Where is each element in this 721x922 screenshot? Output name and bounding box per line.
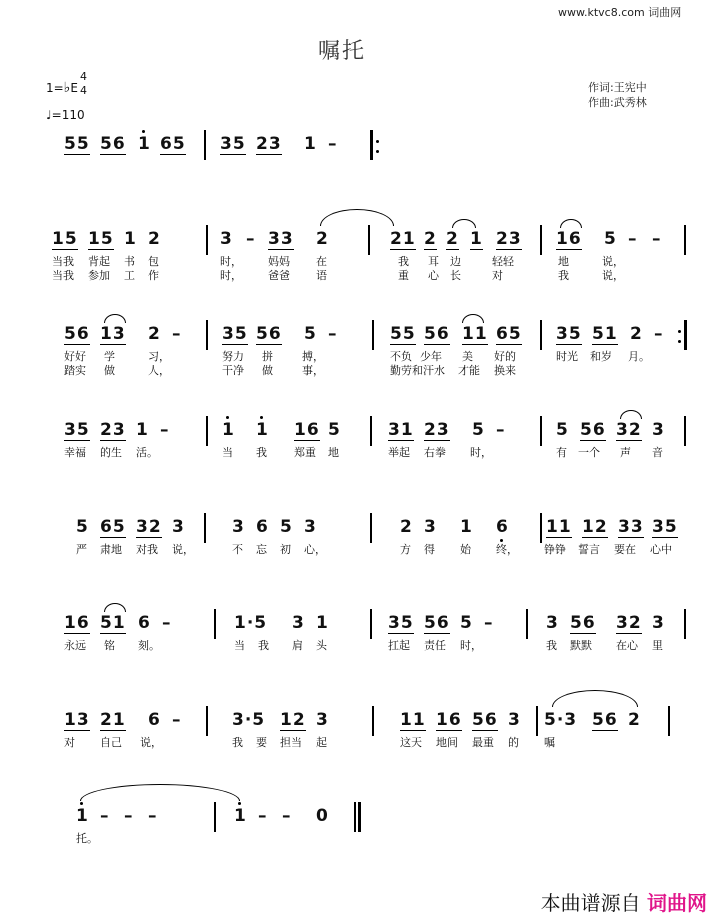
repeat-barline [684,320,687,350]
lyric: 不负 [390,350,412,363]
score-row-6 [0,613,721,703]
lyric: 音 [652,446,663,459]
barline [214,609,216,639]
note: 5 [76,517,89,537]
note: 5 [604,229,617,249]
note: – [124,806,134,826]
note: 12 [280,710,306,730]
barline [540,513,542,543]
note: – [162,613,172,633]
note: 3 [172,517,185,537]
note: 32 [616,613,642,633]
lyric: 边 [450,255,461,268]
lyric: 的生 [100,446,122,459]
note: 3 [652,613,665,633]
lyric: 时， [470,446,492,459]
lyric: 爸爸 [268,269,290,282]
repeat-dot [678,330,681,333]
score-row-5 [0,517,721,607]
note: 1 [256,420,269,440]
note: 2 [424,229,437,249]
barline [540,225,542,255]
lyric: 不 [232,543,243,556]
barline [206,706,208,736]
source-footer [541,887,707,916]
lyric: 我 [258,639,269,652]
lyric: 誓言 [578,543,600,556]
lyric: 参加 [88,269,110,282]
note: 6 [148,710,161,730]
note: 35 [388,613,414,633]
note: 65 [100,517,126,537]
barline [206,320,208,350]
note: 5 [472,420,485,440]
note: – [160,420,170,440]
flat-icon: ♭ [63,80,71,96]
note: – [172,710,182,730]
lyric: 要 [256,736,267,749]
barline [206,225,208,255]
lyric: 举起 [388,446,410,459]
note: 55 [390,324,416,344]
lyric: 头 [316,639,327,652]
lyric: 作 [148,269,159,282]
lyric: 妈妈 [268,255,290,268]
barline [204,130,206,160]
note: 35 [652,517,678,537]
lyric: 做 [262,364,273,377]
lyric: 当我 [52,255,74,268]
final-barline [358,802,361,832]
tempo-marking [46,108,85,122]
lyric: 当 [234,639,245,652]
lyric: 才能 [458,364,480,377]
note: 21 [390,229,416,249]
octave-dot [142,130,145,133]
note: – [328,134,338,154]
lyric: 人， [148,364,170,377]
note: 1 [470,229,483,249]
lyric: 时， [460,639,482,652]
note: 11 [400,710,426,730]
octave-dot [80,802,83,805]
lyric: 月。 [628,350,650,363]
lyric: 一个 [578,446,600,459]
note: 13 [100,324,126,344]
note: 1 [234,806,247,826]
barline [204,513,206,543]
lyric: 右拳 [424,446,446,459]
lyric: 心 [428,269,439,282]
credits [588,80,647,110]
lyric: 说， [602,255,624,268]
note: – [246,229,256,249]
lyric: 责任 [424,639,446,652]
lyric: 嘱 [544,736,555,749]
barline [684,609,686,639]
note: 3 [546,613,559,633]
lyric: 时光 [556,350,578,363]
lyric: 我 [558,269,569,282]
song-title: 嘱托 [318,39,367,64]
lyric: 肩 [292,639,303,652]
note: 2 [446,229,459,249]
barline [370,416,372,446]
lyric: 重 [398,269,409,282]
lyric: 在心 [616,639,638,652]
lyric: 包 [148,255,159,268]
note: 16 [436,710,462,730]
note: 35 [556,324,582,344]
lyric: 始 [460,543,471,556]
lyric: 得 [424,543,435,556]
lyric: 说， [172,543,194,556]
lyric: 最重 [472,736,494,749]
lyric: 搏， [302,350,324,363]
lyric: 干净 [222,364,244,377]
lyric: 严 [76,543,87,556]
lyric: 永远 [64,639,86,652]
lyric: 好好 [64,350,86,363]
note: 5 [556,420,569,440]
note: 56 [424,613,450,633]
note: 32 [136,517,162,537]
note: 1 [316,613,329,633]
note: – [172,324,182,344]
note: 33 [268,229,294,249]
lyric: 要在 [614,543,636,556]
lyric: 心， [304,543,326,556]
barline [368,225,370,255]
lyric: 有 [556,446,567,459]
note: 1 [124,229,137,249]
lyric: 心中 [650,543,672,556]
note: 56 [472,710,498,730]
lyric: 担当 [280,736,302,749]
note: 56 [424,324,450,344]
note: 12 [582,517,608,537]
lyric: 说， [140,736,162,749]
barline [206,416,208,446]
time-bottom: 4 [80,84,87,97]
lyric: 书 [124,255,135,268]
lyric: 少年 [420,350,442,363]
barline [540,416,542,446]
note: – [258,806,268,826]
note: 3 [508,710,521,730]
note: – [654,324,664,344]
lyric: 轻轻 [492,255,514,268]
lyric: 肃地 [100,543,122,556]
note: 56 [256,324,282,344]
note: 56 [580,420,606,440]
note: 3 [292,613,305,633]
note: 16 [556,229,582,249]
barline [370,609,372,639]
lyric: 初 [280,543,291,556]
note: 1 [136,420,149,440]
lyric: 里 [652,639,663,652]
lyric: 郑重 [294,446,316,459]
lyric: 习， [148,350,170,363]
lyric: 踏实 [64,364,86,377]
note: – [148,806,158,826]
note: 3 [304,517,317,537]
note: 16 [64,613,90,633]
note: 35 [220,134,246,154]
lyric: 这天 [400,736,422,749]
lyric: 起 [316,736,327,749]
note: 5 [328,420,341,440]
note: 55 [64,134,90,154]
lyric: 美 [462,350,473,363]
key-letter: E [70,81,78,95]
note: 51 [100,613,126,633]
note: – [484,613,494,633]
note: 3·5 [232,710,266,730]
lyric: 长 [450,269,461,282]
note: – [282,806,292,826]
note: 3 [652,420,665,440]
lyric: 好的 [494,350,516,363]
barline [214,802,216,832]
lyric: 我 [546,639,557,652]
lyric: 我 [398,255,409,268]
lyric: 默默 [570,639,592,652]
lyric: 地 [558,255,569,268]
note: – [328,324,338,344]
note: 11 [462,324,488,344]
note: 56 [64,324,90,344]
repeat-dot [678,340,681,343]
note: 35 [64,420,90,440]
note: 33 [618,517,644,537]
note: 6 [138,613,151,633]
note: 3 [316,710,329,730]
lyric: 地 [328,446,339,459]
lyric: 努力 [222,350,244,363]
site-url[interactable]: www.ktvc8.com 词曲网 [558,6,682,19]
note: 5·3 [544,710,578,730]
lyric: 我 [256,446,267,459]
note: – [652,229,662,249]
lyric: 铭 [104,639,115,652]
note: 5 [280,517,293,537]
lyric: 工 [124,269,135,282]
lyric: 时， [220,255,242,268]
note: 56 [570,613,596,633]
note: 65 [496,324,522,344]
lyric: 耳 [428,255,439,268]
barline [354,802,356,832]
lyric: 在 [316,255,327,268]
score-row-8 [0,806,721,896]
note: 15 [52,229,78,249]
lyricist: 作词:王宪中 [588,81,647,94]
key-signature [46,80,78,96]
note: 11 [546,517,572,537]
note: 5 [460,613,473,633]
footer-prefix: 本曲谱源自 [540,891,641,915]
score-row-4 [0,420,721,510]
time-signature [80,70,87,98]
lyric: 我 [232,736,243,749]
octave-dot [226,416,229,419]
note: 51 [592,324,618,344]
lyric: 时， [220,269,242,282]
note: 23 [256,134,282,154]
quarter-note-icon: ♩ [46,108,52,122]
barline [536,706,538,736]
lyric: 忘 [256,543,267,556]
lyric: 终， [496,543,518,556]
note: 1 [76,806,89,826]
note: 3 [220,229,233,249]
lyric: 幸福 [64,446,86,459]
note: – [496,420,506,440]
note: 6 [256,517,269,537]
note: 2 [400,517,413,537]
octave-dot [238,802,241,805]
note: 3 [232,517,245,537]
note: 23 [496,229,522,249]
lyric: 对我 [136,543,158,556]
note: 6 [496,517,509,537]
lyric: 当我 [52,269,74,282]
note: 2 [316,229,329,249]
lyric: 的 [508,736,519,749]
lyric: 扛起 [388,639,410,652]
note: 23 [100,420,126,440]
barline [526,609,528,639]
note: 31 [388,420,414,440]
lyric: 和岁 [590,350,612,363]
lyric: 铮铮 [544,543,566,556]
repeat-barline [370,130,373,160]
note: 0 [316,806,329,826]
note: 1·5 [234,613,268,633]
note: 2 [630,324,643,344]
barline [540,320,542,350]
note: 56 [592,710,618,730]
note: 65 [160,134,186,154]
lyric: 事， [302,364,324,377]
barline [684,225,686,255]
lyric: 声 [620,446,631,459]
note: 35 [222,324,248,344]
barline [684,416,686,446]
lyric: 刻。 [138,639,160,652]
note: 5 [304,324,317,344]
lyric: 换来 [494,364,516,377]
lyric: 学 [104,350,115,363]
lyric: 自己 [100,736,122,749]
time-top: 4 [80,70,87,83]
lyric: 语 [316,269,327,282]
note: 1 [460,517,473,537]
octave-dot [260,416,263,419]
note: 16 [294,420,320,440]
barline [372,320,374,350]
note: – [100,806,110,826]
lyric: 活。 [136,446,158,459]
lyric: 拼 [262,350,273,363]
footer-brand-link[interactable]: 词曲网 [647,891,707,915]
tempo-value: =110 [51,108,85,122]
note: 32 [616,420,642,440]
note: 1 [138,134,151,154]
key-prefix: 1= [46,81,64,95]
composer: 作曲:武秀林 [588,96,647,109]
note: 13 [64,710,90,730]
lyric: 勤劳和汗水 [390,364,445,377]
note: 1 [222,420,235,440]
lyric: 说， [602,269,624,282]
repeat-dot [376,140,379,143]
barline [370,513,372,543]
lyric: 背起 [88,255,110,268]
note: 1 [304,134,317,154]
lyric: 托。 [76,832,98,845]
barline [668,706,670,736]
note: – [628,229,638,249]
note: 21 [100,710,126,730]
lyric: 当 [222,446,233,459]
lyric: 地间 [436,736,458,749]
score-row-7 [0,710,721,800]
score-row-2 [0,229,721,319]
barline [372,706,374,736]
note: 23 [424,420,450,440]
lyric: 对 [64,736,75,749]
note: 2 [628,710,641,730]
note: 2 [148,229,161,249]
repeat-dot [376,150,379,153]
note: 2 [148,324,161,344]
lyric: 对 [492,269,503,282]
lyric: 方 [400,543,411,556]
lyric: 做 [104,364,115,377]
note: 15 [88,229,114,249]
note: 56 [100,134,126,154]
score-row-3 [0,324,721,414]
note: 3 [424,517,437,537]
